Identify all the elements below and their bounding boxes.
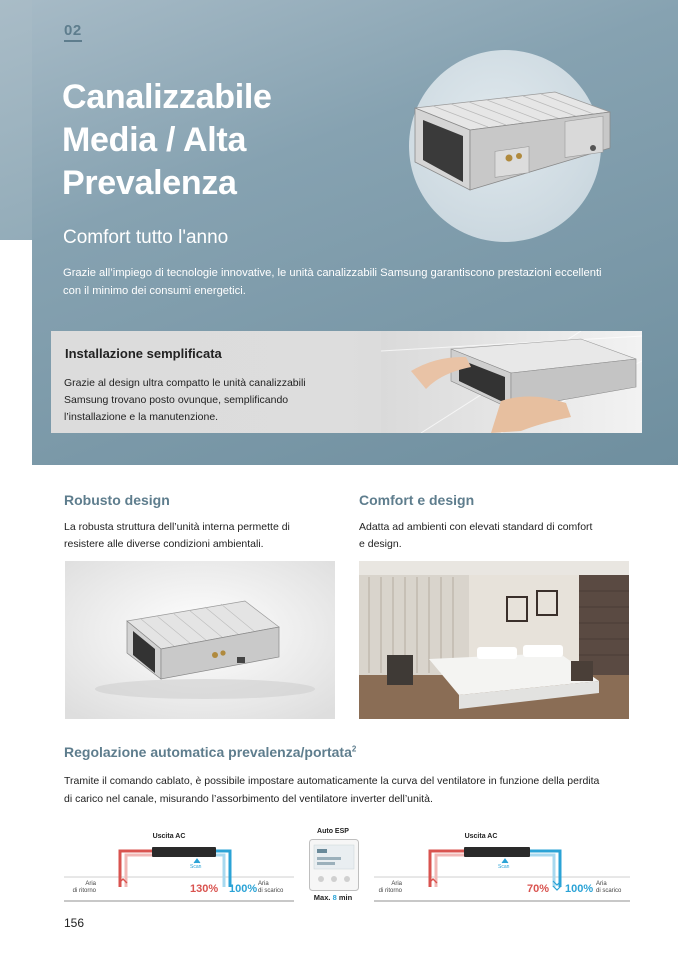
auto-esp-heading-text: Regolazione automatica prevalenza/portata [64,744,352,760]
feature-text-comfort-line-1: Adatta ad ambienti con elevati standard di comfort [359,521,593,533]
diagram-left-supply-label [258,881,294,895]
installation-title: Installazione semplificata [65,346,222,361]
diagram-right [374,825,630,910]
diagram-right-return-label-line-1: Aria [391,881,402,887]
robust-unit-image [65,561,335,719]
page-number: 156 [64,916,85,930]
diagram-left-return-label [64,881,96,895]
diagram-left [64,825,294,910]
auto-esp-text-line-1: Tramite il comando cablato, è possibile impostare automaticamente la curva del ventilatore in funzione della perdita [64,775,600,787]
diagram-left-unit-label: Uscita AC [152,833,186,840]
installation-box [51,331,642,433]
diagram-right-return-label-line-2: di ritorno [378,888,402,894]
diagram-left-scan: Scan [190,864,202,870]
controller-max-time [303,894,363,902]
section-number-underline [64,40,82,42]
title-line-2: Media / Alta [62,121,247,159]
duct-unit-image [405,86,615,206]
bedroom-image [359,561,629,719]
auto-esp-text [64,772,624,808]
feature-title-robust: Robusto design [64,492,170,508]
hero-intro-line-2: con il minimo dei consumi energetici. [63,285,246,297]
diagram-left-pct-red: 130% [190,883,219,895]
installation-text-line-1: Grazie al design ultra compatto le unità canalizzabili [64,377,306,389]
robust-unit-illustration [65,561,335,719]
diagram-right-unit-label: Uscita AC [464,833,498,840]
hero-left-strip [0,0,32,240]
section-number: 02 [64,22,82,39]
diagram-left-pct-blue: 100% [229,883,258,895]
feature-title-comfort: Comfort e design [359,492,475,508]
diagram-right-pct-red: 70% [527,883,550,895]
title-line-1: Canalizzabile [62,78,272,116]
diagram-right-supply-label-line-2: di scarico [596,888,622,894]
diagram-left-supply-label-line-2: di scarico [258,888,284,894]
auto-esp-footnote-marker: 2 [351,744,357,754]
controller-max-value: 8 [332,893,337,902]
diagram-right-return-label [374,881,402,895]
bedroom-illustration [359,561,629,719]
controller-device-icon [309,839,359,891]
title-line-3: Prevalenza [62,164,237,202]
diagram-left-return-label-line-2: di ritorno [72,888,96,894]
auto-esp-heading [64,744,356,760]
hero-intro [63,264,623,300]
installation-text-line-3: l’installazione e la manutenzione. [64,411,219,423]
diagram-right-supply-label-line-1: Aria [596,881,607,887]
diagram-right-supply-label [596,881,630,895]
feature-text-comfort-line-2: e design. [359,538,402,550]
page-title [62,76,392,205]
diagram-right-pct-blue: 100% [565,883,594,895]
feature-text-robust [64,519,334,553]
controller-max-suffix: min [338,893,353,902]
auto-esp-text-line-2: di carico nel canale, misurando l’assorbimento del ventilatore inverter dell’unità. [64,793,433,805]
feature-text-robust-line-1: La robusta struttura dell’unità interna permette di [64,521,290,533]
installation-text-line-2: Samsung trovano posto ovunque, semplificando [64,394,289,406]
diagram-left-supply-label-line-1: Aria [258,881,269,887]
diagram-controller [303,825,363,910]
feature-text-robust-line-2: resistere alle diverse condizioni ambientali. [64,538,264,550]
installation-text [64,375,334,426]
controller-max-prefix: Max. [313,893,331,902]
installation-hands-image [381,331,642,433]
diagram-left-ducts [64,825,294,910]
hero-intro-line-1: Grazie all’impiego di tecnologie innovative, le unità canalizzabili Samsung garantiscono prestazioni eccellenti [63,267,602,279]
controller-title: Auto ESP [317,828,349,835]
hero-subtitle: Comfort tutto l'anno [63,227,229,248]
feature-text-comfort [359,519,629,553]
diagram-left-return-label-line-1: Aria [85,881,96,887]
diagram-right-scan: Scan [498,864,510,870]
